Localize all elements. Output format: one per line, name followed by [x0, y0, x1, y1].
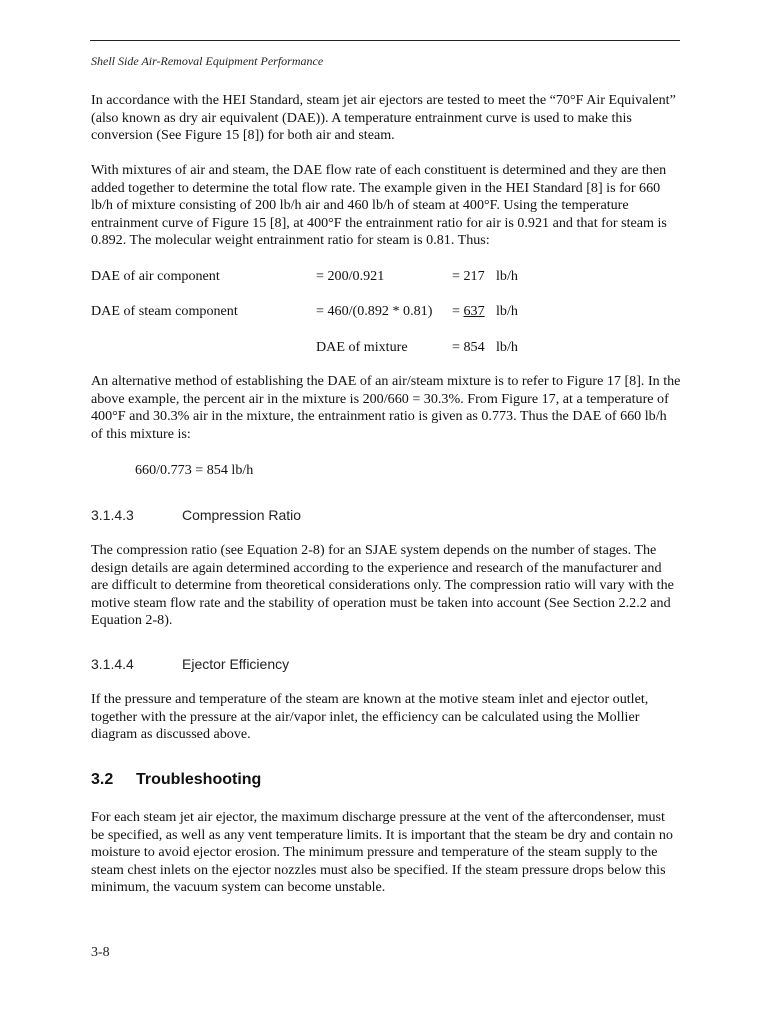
- equation-expression: = 460/(0.892 * 0.81): [316, 303, 433, 319]
- paragraph-alternative-method: An alternative method of establishing the DAE of an air/steam mixture is to refer to Figure 17 [8]. In the above example, the percent air in the mixture is 200/660 = 30.3%. From Figure 17, at a temperature of 400°F and 30.3% air in the mixture, the entrainment ratio is given as 0.773. Thus the DAE of 660 lb/h of this mixture is:: [91, 373, 681, 442]
- paragraph-air-steam-mixtures: With mixtures of air and steam, the DAE flow rate of each constituent is determined and they are then added together to determine the total flow rate. The example given in the HEI Standard [8] is for 660 lb/h of mixture consisting of 200 lb/h air and 460 lb/h of steam at 400°F. Using the temperature entrainment curve of Figure 15 [8], at 400°F the entrainment ratio for air is 0.921 and that for steam is 0.892. The molecular weight entrainment ratio for steam is 0.81. Thus:: [91, 162, 667, 248]
- header-rule: [90, 40, 680, 41]
- running-header: Shell Side Air-Removal Equipment Performance: [91, 54, 324, 68]
- paragraph-compression-ratio: The compression ratio (see Equation 2-8) for an SJAE system depends on the number of stages. The design details are again determined according to the experience and research of the manufacturer and are difficult to determine from theoretical considerations only. The compression ratio will vary with the motive steam flow rate and the stability of operation must be taken into account (See Section 2.2.2 and Equation 2-8).: [91, 542, 674, 628]
- equation-unit: lb/h: [496, 339, 518, 355]
- equation-result: = 854: [452, 339, 485, 355]
- equation-unit: lb/h: [496, 303, 518, 319]
- equation-alternative: 660/0.773 = 854 lb/h: [135, 462, 254, 478]
- heading-title: Troubleshooting: [136, 771, 262, 788]
- heading-number: 3.1.4.3: [91, 507, 134, 523]
- equation-expression: = 200/0.921: [316, 268, 385, 284]
- paragraph-troubleshooting: For each steam jet air ejector, the maximum discharge pressure at the vent of the aftercondenser, must be specified, as well as any vent temperature limits. It is important that the steam be dry and contain no moisture to avoid ejector erosion. The minimum pressure and temperature of the steam supply to the steam chest inlets on the ejector nozzles must also be specified. If the steam pressure drops below this minimum, the vacuum system can become unstable.: [91, 809, 673, 895]
- equation-result-value: 637: [463, 303, 485, 319]
- equation-result: = 217: [452, 268, 485, 284]
- equation-result: [452, 302, 485, 320]
- heading-number: 3.2: [91, 771, 114, 788]
- heading-number: 3.1.4.4: [91, 656, 134, 672]
- page-number: 3-8: [91, 945, 110, 960]
- heading-title: Compression Ratio: [182, 507, 302, 523]
- equation-label: DAE of steam component: [91, 303, 238, 319]
- equation-label: DAE of mixture: [316, 339, 408, 355]
- paragraph-ejector-efficiency: If the pressure and temperature of the steam are known at the motive steam inlet and ejector outlet, together with the pressure at the air/vapor inlet, the efficiency can be calculated using the Mollier diagram as discussed above.: [91, 691, 649, 742]
- equation-label: DAE of air component: [91, 268, 220, 284]
- paragraph-hei-standard: In accordance with the HEI Standard, steam jet air ejectors are tested to meet the “70°F Air Equivalent” (also known as dry air equivalent (DAE)). A temperature entrainment curve is used to make this conversion (See Figure 15 [8]) for both air and steam.: [91, 92, 676, 143]
- equation-unit: lb/h: [496, 268, 518, 284]
- heading-title: Ejector Efficiency: [182, 656, 290, 672]
- equation-result-prefix: =: [452, 303, 464, 319]
